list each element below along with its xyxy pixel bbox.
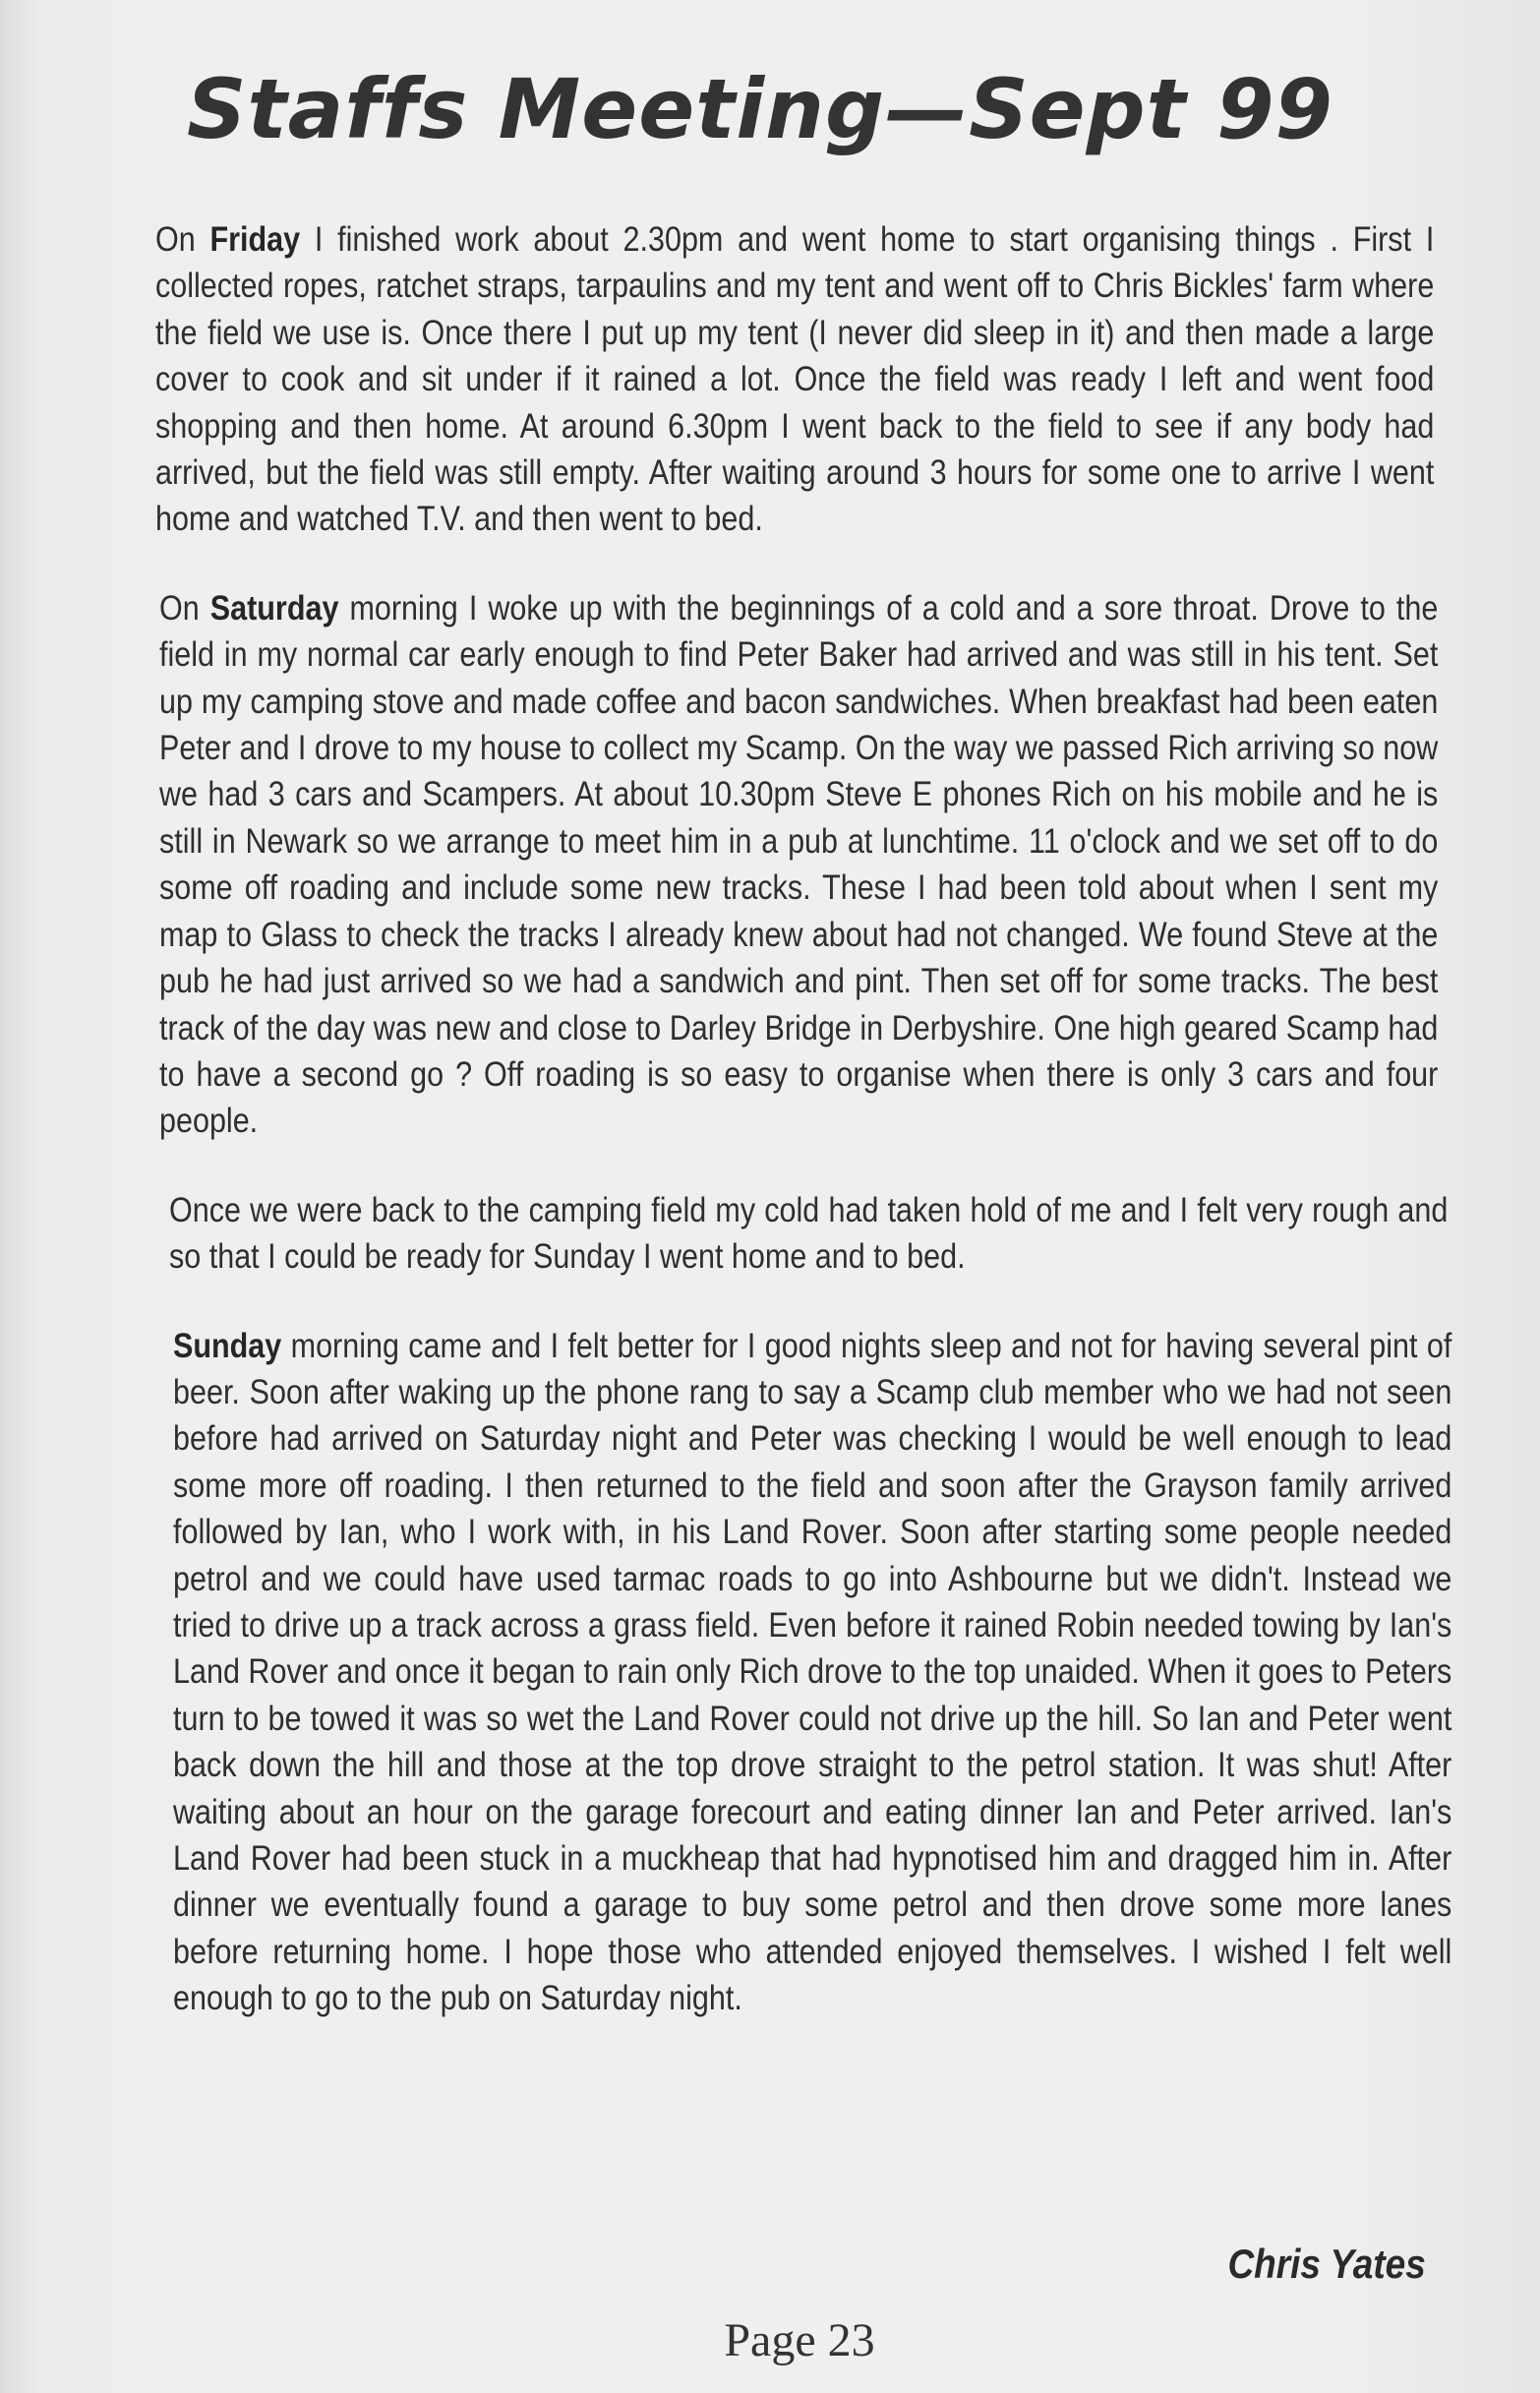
paragraph-text: morning came and I felt better for I good nights sleep and not for having several pint of beer. Soon after waking up the phone rang to say a Scamp club member who we had not seen before had arrived on Saturday night and Peter was checking I would be well enough to lead some more off roading. I then returned to the field and soon after the Grayson family arrived followed by Ian, who I work with, in his Land Rover. Soon after starting some people needed petrol and we could have used tarmac roads to go into Ashbourne but we didn't. Instead we tried to drive up a track across a grass field. Even before it rained Robin needed towing by Ian's Land Rover and once it began to rain only Rich drove to the top unaided. When it goes to Peters turn to be towed it was so wet the Land Rover could not drive up the hill. So Ian and Peter went back down the hill and those at the top drove straight to the petrol station. It was shut! After waiting about an hour on the garage forecourt and eating dinner Ian and Peter arrived. Ian's Land Rover had been stuck in a muckheap that had hypnotised him and dragged him in. After dinner we eventually found a garage to buy some petrol and then drove some more lanes before returning home. I hope those who attended enjoyed themselves. I wished I felt well enough to go to the pub on Saturday night. (173, 1325, 1452, 2018)
article-body (155, 216, 1452, 2064)
day-heading-friday: Friday (209, 219, 301, 259)
paragraph-friday (155, 216, 1434, 543)
paragraph-saturday-evening (169, 1187, 1448, 1281)
paragraph-text: Once we were back to the camping field my cold had taken hold of me and I felt very rough and so that I could be ready for Sunday I went home and to bed. (169, 1189, 1449, 1277)
paragraph-lead: On (155, 219, 210, 259)
paragraph-saturday (159, 585, 1438, 1145)
day-heading-sunday: Sunday (173, 1325, 282, 1365)
paragraph-text: I finished work about 2.30pm and went home to start organising things . First I collected ropes, ratchet straps, tarpaulins and my tent and went off to Chris Bickles' farm where the field we use is. Once there I put up my tent (I never did sleep in it) and then made a large cover to cook and sit under if it rained a lot. Once the field was ready I left and went food shopping and then home. At around 6.30pm I went back to the field to see if any body had arrived, but the field was still empty. After waiting around 3 hours for some one to arrive I went home and watched T.V. and then went to bed. (155, 219, 1435, 539)
article-title: Staffs Meeting—Sept 99 (187, 61, 1333, 157)
author-signature: Chris Yates (1227, 2241, 1426, 2287)
paragraph-lead: On (159, 587, 210, 628)
page-number: Page 23 (724, 2314, 875, 2366)
day-heading-saturday: Saturday (209, 587, 339, 628)
paragraph-sunday (173, 1323, 1451, 2022)
paragraph-text: morning I woke up with the beginnings of a cold and a sore throat. Drove to the field in my normal car early enough to find Peter Baker had arrived and was still in his tent. Set up my camping stove and made coffee and bacon sandwiches. When breakfast had been eaten Peter and I drove to my house to collect my Scamp. On the way we passed Rich arriving so now we had 3 cars and Scampers. At about 10.30pm Steve E phones Rich on his mobile and he is still in Newark so we arrange to meet him in a pub at lunchtime. 11 o'clock and we set off to do some off roading and include some new tracks. These I had been told about when I sent my map to Glass to check the tracks I already knew about had not changed. We found Steve at the pub he had just arrived so we had a sandwich and pint. Then set off for some tracks. The best track of the day was new and close to Darley Bridge in Derbyshire. One high geared Scamp had to have a second go ? Off roading is so easy to organise when there is only 3 cars and four people. (159, 587, 1439, 1141)
